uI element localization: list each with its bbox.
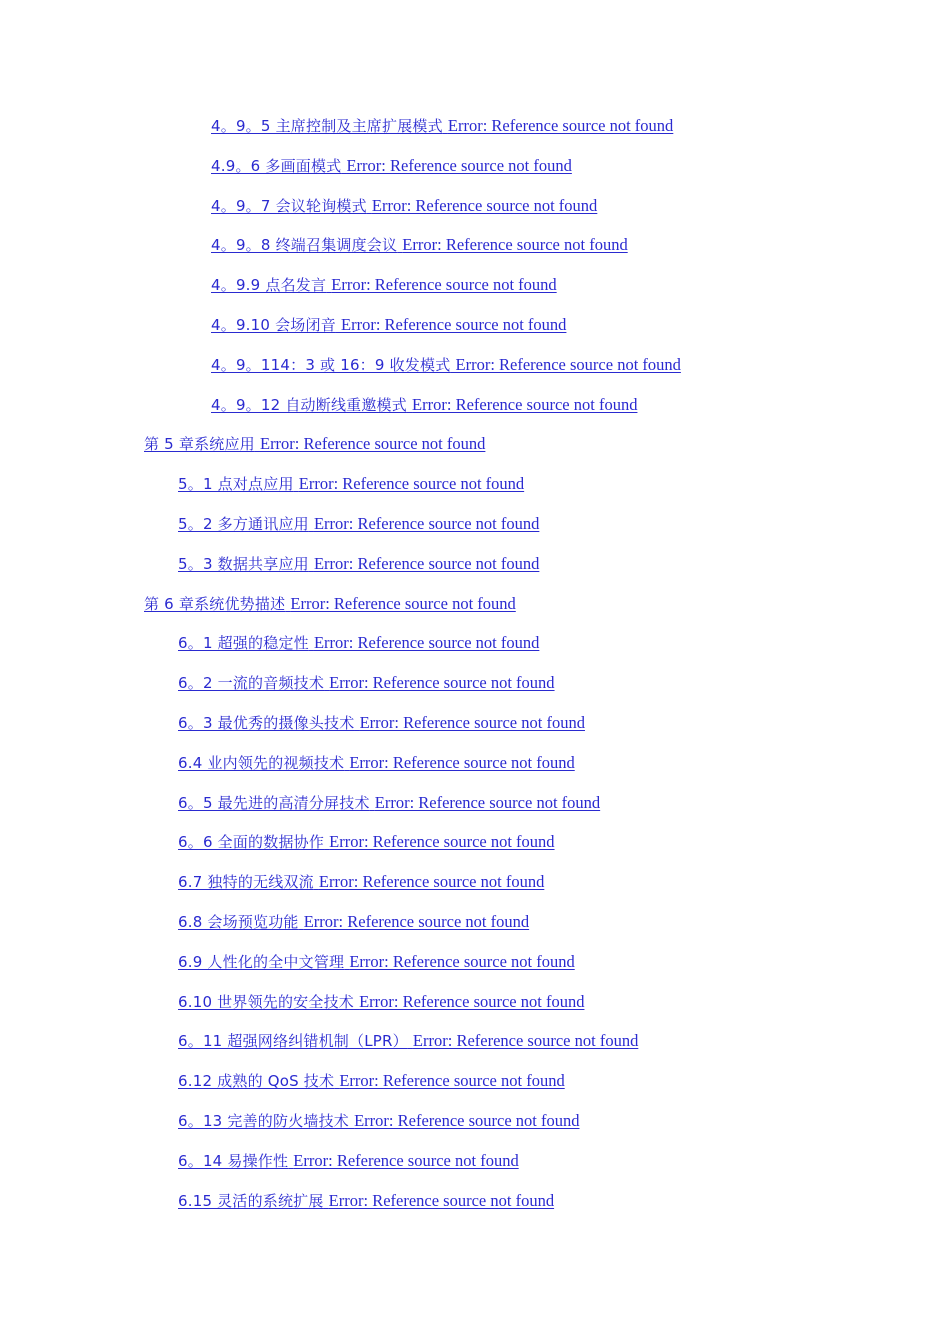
toc-entry-page-reference: Error: Reference source not found [447, 116, 674, 135]
toc-entry [0, 948, 950, 988]
toc-link[interactable] [178, 832, 555, 851]
toc-link[interactable] [211, 275, 557, 294]
toc-entry [0, 152, 950, 192]
toc-entry [0, 590, 950, 630]
toc-entry [0, 1027, 950, 1067]
toc-entry-title: 6。3 最优秀的摄像头技术 [178, 713, 355, 732]
toc-entry [0, 1187, 950, 1227]
toc-entry-page-reference: Error: Reference source not found [313, 633, 540, 653]
toc-entry-title: 6。13 完善的防火墙技术 [178, 1111, 349, 1130]
toc-entry [0, 1067, 950, 1107]
toc-entry-page-reference: Error: Reference source not found [359, 991, 585, 1011]
toc-entry-title: 5。3 数据共享应用 [178, 554, 309, 573]
toc-entry-title: 6.10 世界领先的安全技术 [178, 992, 354, 1011]
toc-entry [0, 192, 950, 232]
toc-entry-title: 6.15 灵活的系统扩展 [178, 1191, 324, 1210]
toc-entry-title: 5。1 点对点应用 [178, 475, 294, 494]
toc-link[interactable] [178, 1151, 519, 1170]
table-of-contents [0, 112, 950, 1226]
toc-entry-title: 4。9。7 会议轮询模式 [211, 196, 367, 215]
toc-link[interactable] [211, 116, 673, 135]
toc-link[interactable] [178, 872, 544, 891]
toc-entry-title: 6。2 一流的音频技术 [178, 674, 325, 693]
toc-entry [0, 828, 950, 868]
toc-entry-title: 6。1 超强的稳定性 [178, 634, 309, 653]
toc-link[interactable] [178, 673, 555, 692]
toc-link[interactable] [211, 235, 628, 254]
toc-entry [0, 510, 950, 550]
toc-entry-title: 4。9。8 终端召集调度会议 [211, 236, 398, 255]
toc-link[interactable] [211, 315, 566, 334]
toc-entry-title: 6.8 会场预览功能 [178, 912, 299, 931]
toc-link[interactable] [178, 992, 584, 1011]
toc-entry-title: 6。6 全面的数据协作 [178, 833, 325, 852]
toc-entry-title: 6.12 成熟的 QoS 技术 [178, 1072, 335, 1091]
toc-link[interactable] [178, 554, 539, 573]
toc-entry-title: 6.7 独特的无线双流 [178, 873, 314, 892]
toc-entry-page-reference: Error: Reference source not found [290, 593, 516, 613]
toc-entry [0, 470, 950, 510]
toc-link[interactable] [144, 594, 516, 613]
toc-entry [0, 112, 950, 152]
toc-entry [0, 1107, 950, 1147]
toc-entry [0, 669, 950, 709]
toc-entry-title: 4.9。6 多画面模式 [211, 156, 342, 175]
toc-entry-page-reference: Error: Reference source not found [329, 832, 555, 852]
toc-entry-title: 6。5 最先进的高清分屏技术 [178, 793, 370, 812]
toc-link[interactable] [178, 633, 539, 652]
toc-link[interactable] [211, 156, 572, 175]
toc-entry-title: 4。9。5 主席控制及主席扩展模式 [211, 117, 443, 135]
toc-entry [0, 868, 950, 908]
toc-entry [0, 271, 950, 311]
toc-entry-page-reference: Error: Reference source not found [298, 474, 525, 494]
toc-entry-page-reference: Error: Reference source not found [402, 235, 628, 255]
toc-entry-title: 第 5 章系统应用 [144, 435, 255, 454]
toc-entry [0, 749, 950, 789]
toc-entry-page-reference: Error: Reference source not found [293, 1150, 519, 1170]
toc-entry-page-reference: Error: Reference source not found [359, 712, 585, 732]
toc-entry-page-reference: Error: Reference source not found [328, 1190, 555, 1210]
toc-link[interactable] [178, 912, 529, 931]
toc-link[interactable] [178, 952, 575, 971]
toc-entry-page-reference: Error: Reference source not found [455, 354, 681, 374]
toc-entry-title: 6。11 超强网络纠错机制（LPR） [178, 1032, 408, 1051]
toc-entry [0, 908, 950, 948]
toc-entry [0, 550, 950, 590]
toc-link[interactable] [178, 514, 539, 533]
toc-entry-page-reference: Error: Reference source not found [313, 553, 540, 573]
toc-entry-page-reference: Error: Reference source not found [349, 752, 575, 772]
toc-link[interactable] [211, 196, 597, 215]
toc-link[interactable] [178, 713, 585, 732]
toc-entry [0, 629, 950, 669]
toc-entry-page-reference: Error: Reference source not found [329, 673, 555, 693]
toc-entry-title: 6.4 业内领先的视频技术 [178, 753, 345, 772]
toc-link[interactable] [178, 1071, 565, 1090]
toc-entry [0, 709, 950, 749]
toc-entry-page-reference: Error: Reference source not found [349, 951, 575, 971]
toc-entry-title: 4。9。114：3 或 16：9 收发模式 [211, 355, 451, 374]
toc-entry [0, 430, 950, 470]
toc-entry-title: 6.9 人性化的全中文管理 [178, 952, 345, 971]
toc-link[interactable] [178, 753, 575, 772]
toc-entry-page-reference: Error: Reference source not found [303, 911, 530, 931]
toc-entry-page-reference: Error: Reference source not found [331, 275, 557, 295]
toc-entry [0, 351, 950, 391]
toc-entry [0, 311, 950, 351]
toc-link[interactable] [178, 1111, 580, 1130]
toc-entry-page-reference: Error: Reference source not found [412, 1031, 639, 1051]
toc-entry-title: 6。14 易操作性 [178, 1151, 289, 1170]
toc-link[interactable] [211, 395, 637, 414]
toc-entry-title: 4。9.9 点名发言 [211, 276, 327, 295]
toc-entry-page-reference: Error: Reference source not found [371, 195, 598, 215]
toc-entry-page-reference: Error: Reference source not found [341, 314, 567, 334]
toc-entry-page-reference: Error: Reference source not found [313, 513, 540, 533]
toc-entry-page-reference: Error: Reference source not found [412, 394, 638, 414]
toc-entry-title: 第 6 章系统优势描述 [144, 594, 286, 613]
toc-entry-page-reference: Error: Reference source not found [346, 155, 572, 175]
toc-entry-title: 4。9。12 自动断线重邀模式 [211, 395, 407, 414]
toc-link[interactable] [178, 474, 524, 493]
toc-entry-title: 4。9.10 会场闭音 [211, 315, 336, 334]
toc-entry-page-reference: Error: Reference source not found [374, 792, 601, 812]
toc-entry-page-reference: Error: Reference source not found [354, 1110, 580, 1130]
toc-entry [0, 789, 950, 829]
toc-entry-page-reference: Error: Reference source not found [259, 434, 486, 454]
toc-link[interactable] [178, 1191, 554, 1210]
toc-link[interactable] [144, 434, 485, 453]
toc-entry-title: 5。2 多方通讯应用 [178, 514, 309, 533]
toc-entry-page-reference: Error: Reference source not found [318, 872, 545, 892]
toc-entry [0, 391, 950, 431]
toc-link[interactable] [178, 793, 600, 812]
toc-entry [0, 1147, 950, 1187]
toc-link[interactable] [178, 1031, 638, 1050]
toc-entry [0, 988, 950, 1028]
toc-entry [0, 231, 950, 271]
toc-link[interactable] [211, 355, 681, 374]
toc-entry-page-reference: Error: Reference source not found [339, 1071, 565, 1091]
